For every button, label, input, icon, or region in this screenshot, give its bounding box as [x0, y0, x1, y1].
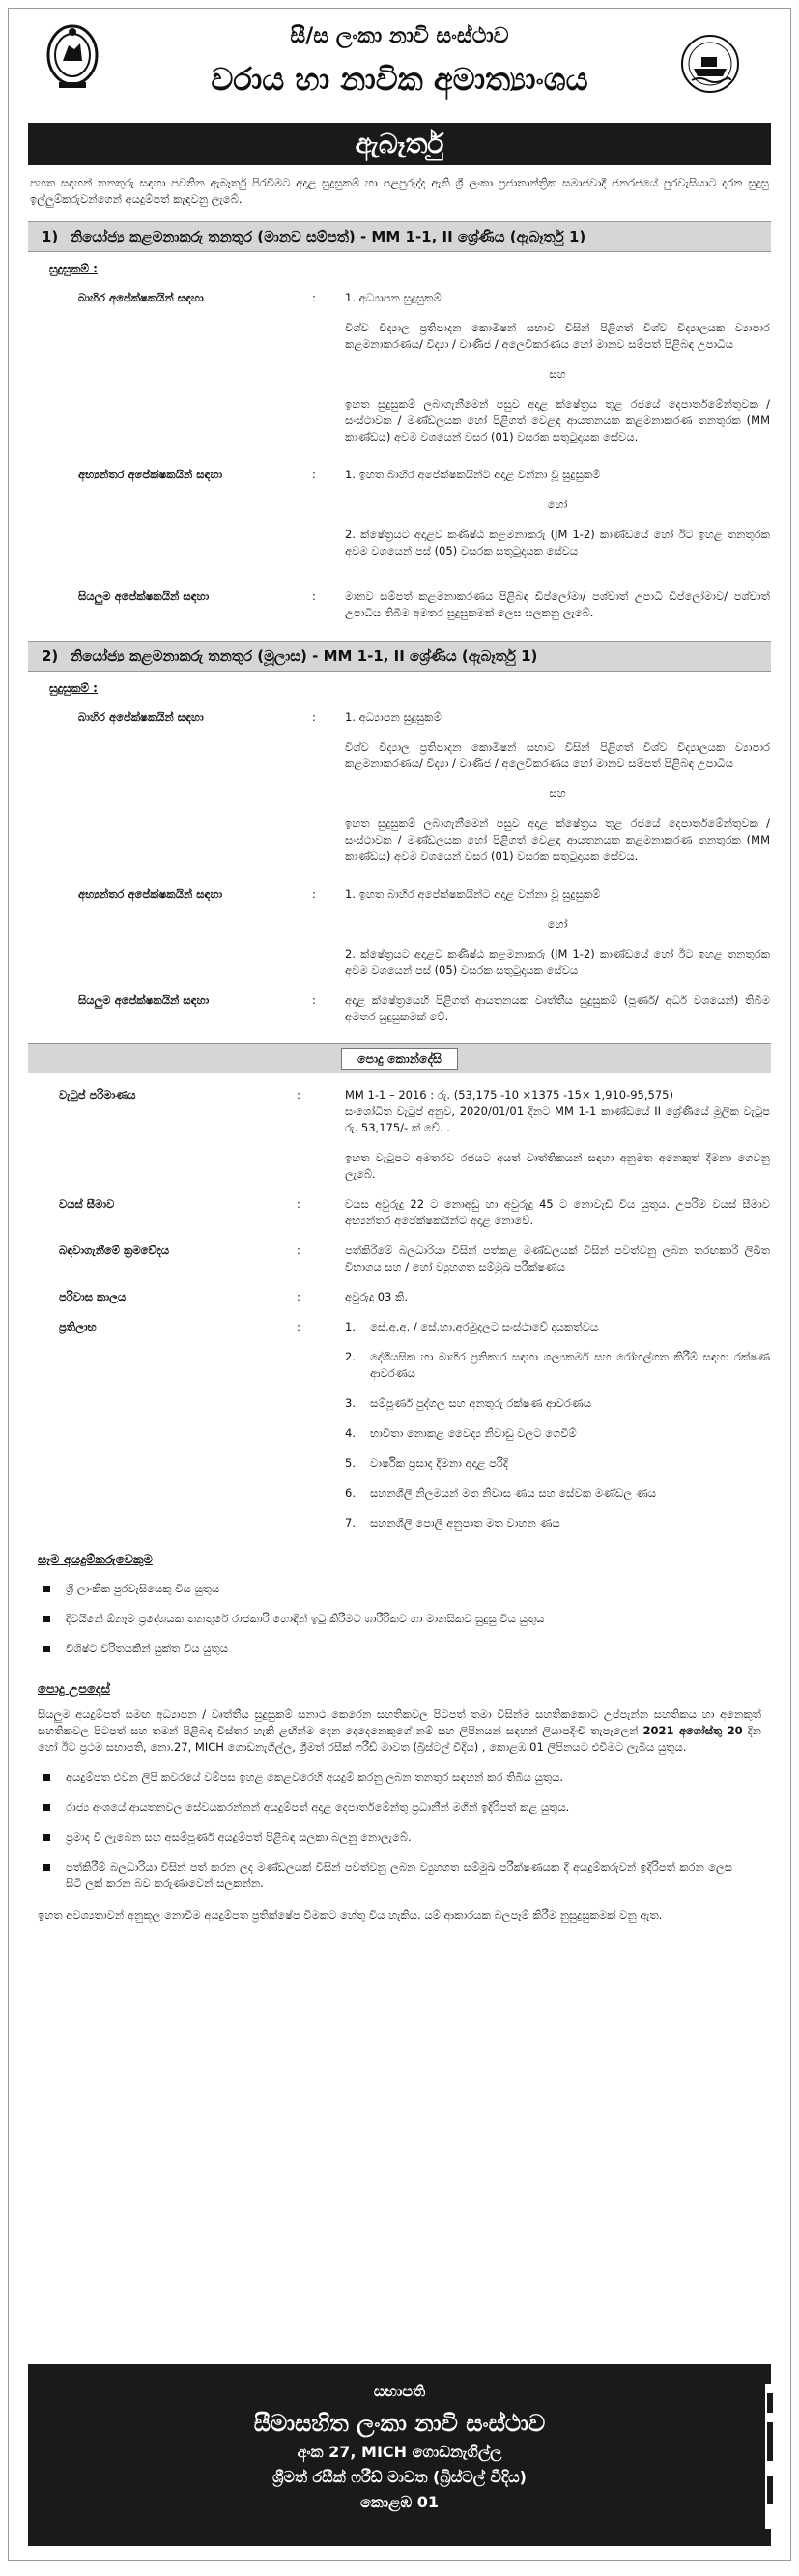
row-label: සියලුම අපේක්ෂකයින් සඳහා [78, 993, 210, 1007]
square-bullet-icon [43, 1864, 50, 1871]
degree-requirement: විශ්ව විද්‍යාල ප්‍රතිපාදන කොමිෂන් සභාව විසින් පිළිගත් විශ්ව විද්‍යාලයක ව්‍යාපාර කළමනාකරණය/ විද්‍යා / වාණිජ / අලෙවිකරණය හෝ මානව සම්පත් පිළිබඳ උපාධිය [345, 740, 770, 770]
bullet-text: පත්කිරීම් බලධාරියා විසින් පත් කරන ලද මණ්ඩලයක් විසින් පවත්වනු ලබන ව්‍යුහගත සම්මුඛ පරීක්ෂණයක දී අයදුම්කරුවන් ඉදිරිපත් කරන ලෙස සිටී ලක් කරන බව කරුණාවෙන් සලකන්න. [66, 1860, 732, 1890]
external-candidates-row: බාහිර අපේක්ෂකයින් සඳහා : 1. අධ්‍යාපන සුදුසුකම් විශ්ව විද්‍යාල ප්‍රතිපාදන කොමිෂන් සභාව විසින් පිළිගත් විශ්ව විද්‍යාලයක ව්‍යාපාර කළමනාකරණය/ විද්‍යා / වාණිජ / අලෙවිකරණය හෝ මානව සම්පත් පිළිබඳ උපාධිය සහ ඉහත සුදුසුකම් ලබාගැනීමෙන් පසුව අදාළ ක්ෂේත්‍රය තුළ රජයේ දෙපාර්තමේන්තුවක / සංස්ථාවක / මණ්ඩලයක හෝ පිළිගත් වෙළඳ ආයතනයක කළමනාකරණ තනතුරක (MM කාණ්ඩය) අවම වශයෙන් වසර (01) වසරක සතුටුදායක සේවය. [78, 710, 770, 863]
all-candidates-text: මානව සම්පත් කළමනාකරණය පිළිබඳ ඩිප්ලෝමා/ පශ්චාත් උපාධි ඩිප්ලෝමාව/ පශ්චාත් උපාධිය තිබීම අමතර සුදුසුකමක් ලෙස සලකනු ලැබේ. [345, 589, 770, 619]
position-title: නියෝජ්‍ය කළමනාකරු තනතුර (මූලාස) - MM 1-1, II ශ්‍රේණිය (ඇබෑර්තු 1) [71, 647, 538, 665]
advertisement-page [8, 8, 791, 2561]
external-candidates-row: බාහිර අපේක්ෂකයින් සඳහා : 1. අධ්‍යාපන සුදුසුකම් විශ්ව විද්‍යාල ප්‍රතිපාදන කොමිෂන් සභාව විසින් පිළිගත් විශ්ව විද්‍යාලයක ව්‍යාපාර කළමනාකරණය/ විද්‍යා / වාණිජ / අලෙවිකරණය හෝ මානව සම්පත් පිළිබඳ උපාධිය සහ ඉහත සුදුසුකම් ලබාගැනීමෙන් පසුව අදාළ ක්ෂේත්‍රය තුළ රජයේ දෙපාර්තමේන්තුවක / සංස්ථාවක / මණ්ඩලයක හෝ පිළිගත් වෙළඳ ආයතනයක කළමනාකරණ තනතුරක (MM කාණ්ඩය) අවම වශයෙන් වසර (01) වසරක සතුටුදායක සේවය. [78, 291, 770, 444]
recruitment-row: බඳවාගැනීමේ ක්‍රමවේදය : පත්කිරීමේ බලධාරියා විසින් පත්කළ මණ්ඩලයක් විසින් පවත්වනු ලබන තරඟකාරී ලිඛිත විභාගය සහ / හෝ ව්‍යුහගත සම්මුඛ පරීක්ෂණය [59, 1244, 770, 1274]
intro-text: පහත සඳහන් තනතුරු සඳහා පවතින ඇබෑර්තු පිරවීමට අදාළ සුදුසුකම් හා පළපුරුද්ද ඇති ශ්‍රී ලංකා ප්‍රජාතාන්ත්‍රික සමාජවාදී ජනරජයේ පුරවැසියාට දරන සුදුසු ඉල්ලුම්කරුවන්ගෙන් අයදුම්පත් කැඳවනු ලැබේ. [30, 176, 769, 206]
internal-item-2: 2. ක්ෂේත්‍රයට අදාළව කණිෂ්ඨ කළමනාකරු (JM 1-2) කාණ්ඩයේ හෝ ඊට ඉහළ තනතුරක අවම වශයෙන් පස් (05) වසරක සතුටුදායක සේවය [345, 947, 770, 977]
benefit-text: සේ.අ.අ. / සේ.භා.අරමුදලට සංස්ථාවේ දායකත්වය [370, 1320, 599, 1333]
bullet-item [43, 1581, 732, 1597]
internal-candidates-row: අභ්‍යන්තර අපේක්ෂකයින් සඳහා : 1. ඉහත බාහිර අපේක්ෂකයින්ට අදාළ වන්නා වූ සුදුසුකම් හෝ 2. ක්ෂේත්‍රයට අදාළව කණිෂ්ඨ කළමනාකරු (JM 1-2) කාණ්ඩයේ හෝ ඊට ඉහළ තනතුරක අවම වශයෙන් පස් (05) වසරක සතුටුදායක සේවය [78, 468, 770, 558]
bullet-text: අයදුම්පත එවන ලිපි කවරයේ වම්පස ඉහළ කෙළවරෙහි අයදුම් කරනු ලබන තනතුර සඳහන් කර තිබිය යුතුය. [66, 1770, 564, 1784]
signature-block [28, 2364, 771, 2546]
benefit-number: 5. [345, 1456, 356, 1470]
bullet-item [43, 1829, 732, 1846]
bullet-text: ප්‍රමාද වී ලැබෙන සහ අසම්පූර්ණ අයදුම්පත් පිළිබඳ සලකා බලනු නොලැබේ. [66, 1830, 412, 1844]
or-connector: හෝ [547, 498, 568, 511]
benefit-text: භාවිතා නොකළ වෛද්‍ය නිවාඩු වලට ගෙවීම් [370, 1426, 577, 1440]
benefit-text: දේශීයසික හා බාහිර ප්‍රතිකාර සඳහා ශල්‍යකර්ම සහ රෝහල්ගත කිරීම් සඳහා රක්ෂණ ආවරණය [370, 1350, 770, 1380]
benefit-text: සහනශීලී නිලමයන් මත නිවාස ණය සහ සේවක මණ්ඩල ණය [370, 1486, 657, 1500]
address-line-1: අංක 27, MICH ගොඩනැගිල්ල [297, 2443, 502, 2461]
benefit-number: 4. [345, 1426, 356, 1440]
benefit-number: 1. [345, 1320, 356, 1333]
and-connector: සහ [549, 787, 566, 800]
benefit-text: වාර්ෂික ප්‍රසාද දීමනා අදාළ පරිදි [370, 1456, 508, 1470]
position-title-bar [28, 221, 771, 252]
instructions-text-pre: සියලුම අයදුම්පත් සමඟ අධ්‍යාපන / වෘත්තීය සුදුසුකම් සනාථ කෙරෙන සහතිකවල පිටපත් තමා විසින්ම සහතිකකොට උප්පැන්න සහතිකය හා අනෙකුත් සහතිකවල පිටපත් සහ තමන් පිළිබඳ විස්තර හැකි ළඟින්ම දෙන දෙදෙනෙකුගේ නම් සහ ලිපිනයන් සඳහන් ලියාපදිංචි තැපෑලෙන් [38, 1707, 761, 1737]
eligibility-heading: සෑම අයදුම්කරුවෙකුම [38, 1553, 153, 1567]
common-conditions-title: පොදු කොන්දේසි [341, 1048, 458, 1070]
sri-lanka-emblem-icon [45, 22, 100, 92]
benefit-number: 6. [345, 1486, 356, 1500]
probation-period: අවුරුදු 03 කි. [345, 1290, 409, 1303]
experience-requirement: ඉහත සුදුසුකම් ලබාගැනීමෙන් පසුව අදාළ ක්ෂේත්‍රය තුළ රජයේ දෙපාර්තමේන්තුවක / සංස්ථාවක / මණ්ඩලයක හෝ පිළිගත් වෙළඳ ආයතනයක කළමනාකරණ තනතුරක (MM කාණ්ඩය) අවම වශයෙන් වසර (01) වසරක සතුටුදායක සේවය. [345, 397, 770, 444]
chairman-label: සභාපති [373, 2382, 426, 2400]
internal-item-1: 1. ඉහත බාහිර අපේක්ෂකයින්ට අදාළ වන්නා වූ සුදුසුකම් [345, 887, 601, 901]
bullet-text: විශිෂ්ට චරිතයකින් යුක්ත විය යුතුය [66, 1642, 229, 1655]
qualifications-heading: සුදුසුකම් : [49, 681, 98, 695]
header [9, 9, 790, 123]
bullet-text: දිවයිනේ ඕනෑම ප්‍රදේශයක තනතුරේ රාජකාරි හොඳින් ඉටු කිරීමට ශාරීරිකව හා මානසිකව සුදුසු විය යුතුය [66, 1612, 545, 1625]
address-line-2: ශ්‍රීමත් රසීක් ෆරීඩ් මාවත (බ්‍රිස්ටල් වීදිය) [272, 2468, 527, 2486]
position-title: නියෝජ්‍ය කළමනාකරු තනතුර (මානව සම්පත්) - MM 1-1, II ශ්‍රේණිය (ඇබෑර්තු 1) [71, 228, 586, 245]
bullet-item [43, 1769, 732, 1786]
benefit-number: 3. [345, 1396, 356, 1410]
probation-row: පරිවාස කාලය : අවුරුදු 03 කි. [59, 1289, 790, 1305]
eligibility-list [9, 1581, 790, 1657]
corporation-name: සීමාසහිත ලංකා නාවි සංස්ථාව [253, 2409, 546, 2437]
benefit-item [345, 1425, 770, 1442]
square-bullet-icon [43, 1804, 50, 1811]
recruitment-method: පත්කිරීමේ බලධාරියා විසින් පත්කළ මණ්ඩලයක් විසින් පවත්වනු ලබන තරඟකාරී ලිඛිත විභාගය සහ / හෝ ව්‍යුහගත සම්මුඛ පරීක්ෂණය [345, 1244, 770, 1274]
benefit-item [345, 1349, 770, 1382]
ministry-title: වරාය හා නාවික අමාත්‍යාංශය [211, 61, 588, 98]
row-label: බඳවාගැනීමේ ක්‍රමවේදය [59, 1244, 170, 1257]
degree-requirement: විශ්ව විද්‍යාල ප්‍රතිපාදන කොමිෂන් සභාව විසින් පිළිගත් විශ්ව විද්‍යාලයක ව්‍යාපාර කළමනාකරණය/ විද්‍යා / වාණිජ / අලෙවිකරණය හෝ මානව සම්පත් පිළිබඳ උපාධිය [345, 321, 770, 351]
edu-qual-item: 1. අධ්‍යාපන සුදුසුකම් [345, 710, 442, 724]
edu-qual-item: 1. අධ්‍යාපන සුදුසුකම් [345, 291, 442, 304]
bullet-text: ශ්‍රී ලාංකික පුරවැසියෙකු විය යුතුය [66, 1582, 220, 1595]
row-label: වයස් සීමාව [59, 1197, 115, 1211]
experience-requirement: ඉහත සුදුසුකම් ලබාගැනීමෙන් පසුව අදාළ ක්ෂේත්‍රය තුළ රජයේ දෙපාර්තමේන්තුවක / සංස්ථාවක / මණ්ඩලයක හෝ පිළිගත් වෙළඳ ආයතනයක කළමනාකරණ තනතුරක (MM කාණ්ඩය) අවම වශයෙන් වසර (01) වසරක සතුටුදායක සේවය. [345, 816, 770, 863]
benefit-item [345, 1395, 770, 1412]
square-bullet-icon [43, 1646, 50, 1652]
all-candidates-row: සියලුම අපේක්ෂකයින් සඳහා : අදාළ ක්ෂේත්‍රයෙහි පිළිගත් ආයතනයක වෘත්තීය සුදුසුකම් (පූර්ණ/ අර්ධ වශයෙන්) තිබීම අමතර සුදුසුකමක් වේ. [78, 993, 770, 1023]
or-connector: හෝ [547, 917, 568, 930]
qualifications-heading: සුදුසුකම් : [49, 262, 98, 275]
address-line-3: කොළඹ 01 [359, 2493, 440, 2511]
benefit-item [345, 1485, 770, 1502]
row-label: වැටුප් පරිමාණය [59, 1088, 136, 1102]
bullet-item [43, 1799, 732, 1816]
and-connector: සහ [549, 367, 566, 381]
row-label: බාහිර අපේක්ෂකයින් සඳහා [78, 291, 204, 304]
bullet-text: රාජ්‍ය අංශයේ ආයතනවල සේවයකරන්නන් අයදුම්පත් අදාළ දෙපාර්තමේන්තු ප්‍රධානීන් මගින් ඉදිරිපත් කළ යුතුය. [66, 1800, 570, 1814]
square-bullet-icon [43, 1834, 50, 1841]
age-row: වයස් සීමාව : වයස අවුරුදු 22 ට නොඅඩු හා අවුරුදු 45 ට නොවැඩි විය යුතුය. උපරිම වයස් සීමාව අභ්‍යන්තර අපේක්ෂකයින්ට අදාළ නොවේ. [59, 1197, 770, 1227]
general-instructions-text [38, 1706, 761, 1756]
bullet-item [43, 1641, 732, 1657]
position-1 [9, 221, 790, 621]
row-label: පරිවාස කාලය [59, 1290, 127, 1303]
salary-note: ඉහත වැටුපට අමතරව රජයට අයත් වෘත්තිකයන් සඳහා අනුමත අනෙකුත් දීමනා ගෙවනු ලැබේ. [345, 1151, 770, 1181]
square-bullet-icon [43, 1586, 50, 1592]
row-label: බාහිර අපේක්ෂකයින් සඳහා [78, 710, 204, 724]
internal-candidates-row: අභ්‍යන්තර අපේක්ෂකයින් සඳහා : 1. ඉහත බාහිර අපේක්ෂකයින්ට අදාළ වන්නා වූ සුදුසුකම් හෝ 2. ක්ෂේත්‍රයට අදාළව කණිෂ්ඨ කළමනාකරු (JM 1-2) කාණ්ඩයේ හෝ ඊට ඉහළ තනතුරක අවම වශයෙන් පස් (05) වසරක සතුටුදායක සේවය [78, 887, 770, 977]
all-candidates-text: අදාළ ක්ෂේත්‍රයෙහි පිළිගත් ආයතනයක වෘත්තීය සුදුසුකම් (පූර්ණ/ අර්ධ වශයෙන්) තිබීම අමතර සුදුසුකමක් වේ. [345, 993, 770, 1023]
row-label: ප්‍රතිලාභ [59, 1320, 97, 1333]
position-number: 2) [42, 647, 59, 665]
benefit-text: සහනශීලී පොලී අනුපාත මත වාහන ණය [370, 1516, 560, 1530]
benefit-number: 7. [345, 1516, 356, 1530]
row-label: සියලුම අපේක්ෂකයින් සඳහා [78, 589, 210, 603]
position-number: 1) [42, 228, 59, 245]
position-2 [9, 641, 790, 1025]
closing-note: ඉහත අවශ්‍යතාවන් අනුකූල නොවීම අයදුම්පත ප්‍රතික්ෂේප වීමකට හේතු විය හැකිය. යම් ආකාරයක බලපෑම් කිරීම නුසුදුසුකමක් වනු ඇත. [38, 1908, 663, 1922]
internal-item-2: 2. ක්ෂේත්‍රයට අදාළව කණිෂ්ඨ කළමනාකරු (JM 1-2) කාණ්ඩයේ හෝ ඊට ඉහළ තනතුරක අවම වශයෙන් පස් (05) වසරක සතුටුදායක සේවය [345, 528, 770, 558]
general-instructions-list [9, 1769, 790, 1892]
salary-scale: MM 1-1 – 2016 : රු. (53,175 -10 ×1375 -15× 1,910-95,575) [345, 1088, 673, 1102]
bullet-item [43, 1859, 732, 1892]
benefits-list [345, 1319, 770, 1531]
common-conditions-bar [28, 1043, 771, 1073]
benefit-item [345, 1455, 770, 1472]
square-bullet-icon [43, 1616, 50, 1622]
closing-date: 2021 අගෝස්තු 20 [642, 1724, 743, 1737]
benefit-number: 2. [345, 1350, 356, 1363]
vacancies-banner: ඇබෑර්තු [28, 123, 771, 165]
salary-row: වැටුප් පරිමාණය : MM 1-1 – 2016 : රු. (53,175 -10 ×1375 -15× 1,910-95,575) සංශෝධිත වැටුප් අනුව, 2020/01/01 දිනට MM 1-1 කාණ්ඩයේ II ශ්‍රේණියේ මූලික වැටුප රු. 53,175/- ක් වේ. . ඉහත වැටුපට අමතරව රජයට අයත් වෘත්තිකයන් සඳහා අනුමත අනෙකුත් දීමනා ගෙවනු ලැබේ. [59, 1088, 770, 1181]
age-limit: වයස අවුරුදු 22 ට නොඅඩු හා අවුරුදු 45 ට නොවැඩි විය යුතුය. උපරිම වයස් සීමාව අභ්‍යන්තර අපේක්ෂකයින්ට අදාළ නොවේ. [345, 1197, 770, 1227]
row-label: අභ්‍යන්තර අපේක්ෂකයින් සඳහා [78, 887, 223, 901]
general-instructions-heading: පොදු උපදෙස් [38, 1682, 110, 1697]
org-title: සී/ස ලංකා නාවි සංස්ථාව [290, 24, 509, 48]
internal-item-1: 1. ඉහත බාහිර අපේක්ෂකයින්ට අදාළ වන්නා වූ සුදුසුකම් [345, 468, 601, 481]
benefit-item [345, 1515, 770, 1531]
position-title-bar [28, 641, 771, 672]
navigation-corporation-logo-icon [680, 34, 740, 94]
benefit-text: සම්පූර්ණ පුද්ගල සහ අනතුරු රක්ෂණ ආවරණය [370, 1396, 592, 1410]
all-candidates-row: සියලුම අපේක්ෂකයින් සඳහා : මානව සම්පත් කළමනාකරණය පිළිබඳ ඩිප්ලෝමා/ පශ්චාත් උපාධි ඩිප්ලෝමාව/ පශ්චාත් උපාධිය තිබීම අමතර සුදුසුකමක් ලෙස සලකනු ලැබේ. [78, 589, 770, 619]
square-bullet-icon [43, 1774, 50, 1781]
bullet-item [43, 1611, 732, 1627]
benefits-row: : ප්‍රතිලාභ 1. සේ.අ.අ. / සේ.භා.අරමුදලට සංස්ථාවේ දායකත්වය 2. දේශීයසික හා බාහිර ප්‍රතිකාර සඳහා ශල්‍යකර්ම සහ රෝහල්ගත කිරීම් සඳහා රක්ෂණ ආවරණය 3. සම්පූර්ණ පුද්ගල සහ අනතුරු රක්ෂණ ආවරණය 4. භාවිතා නොකළ වෛද්‍ය නිවාඩු වලට ගෙවීම් 5. වාර්ෂික ප්‍රසාද දීමනා අදාළ පරිදි 6. සහනශීලී නිලමයන් මත නිවාස ණය සහ සේවක මණ්ඩල ණය 7. සහනශීලී පොලී අනුපාත මත වාහන ණය [59, 1320, 770, 1530]
benefit-item [345, 1319, 770, 1335]
row-label: අභ්‍යන්තර අපේක්ෂකයින් සඳහා [78, 468, 223, 481]
instructions-text-post: දින හෝ ඊට ප්‍රථම සභාපති, නො.27, MICH ගොඩනැගිල්ල, ශ්‍රීමත් රසීක් ෆරීඩ් මාවත (බ්‍රිස්ටල් වීදිය) , කොළඹ 01 ලිපිනයට එවීමට ලැබිය යුතුය. [38, 1724, 762, 1754]
salary-detail: සංශෝධිත වැටුප් අනුව, 2020/01/01 දිනට MM 1-1 කාණ්ඩයේ II ශ්‍රේණියේ මූලික වැටුප රු. 53,175/- ක් වේ. . [345, 1104, 770, 1134]
side-strip-icon [765, 2384, 775, 2529]
